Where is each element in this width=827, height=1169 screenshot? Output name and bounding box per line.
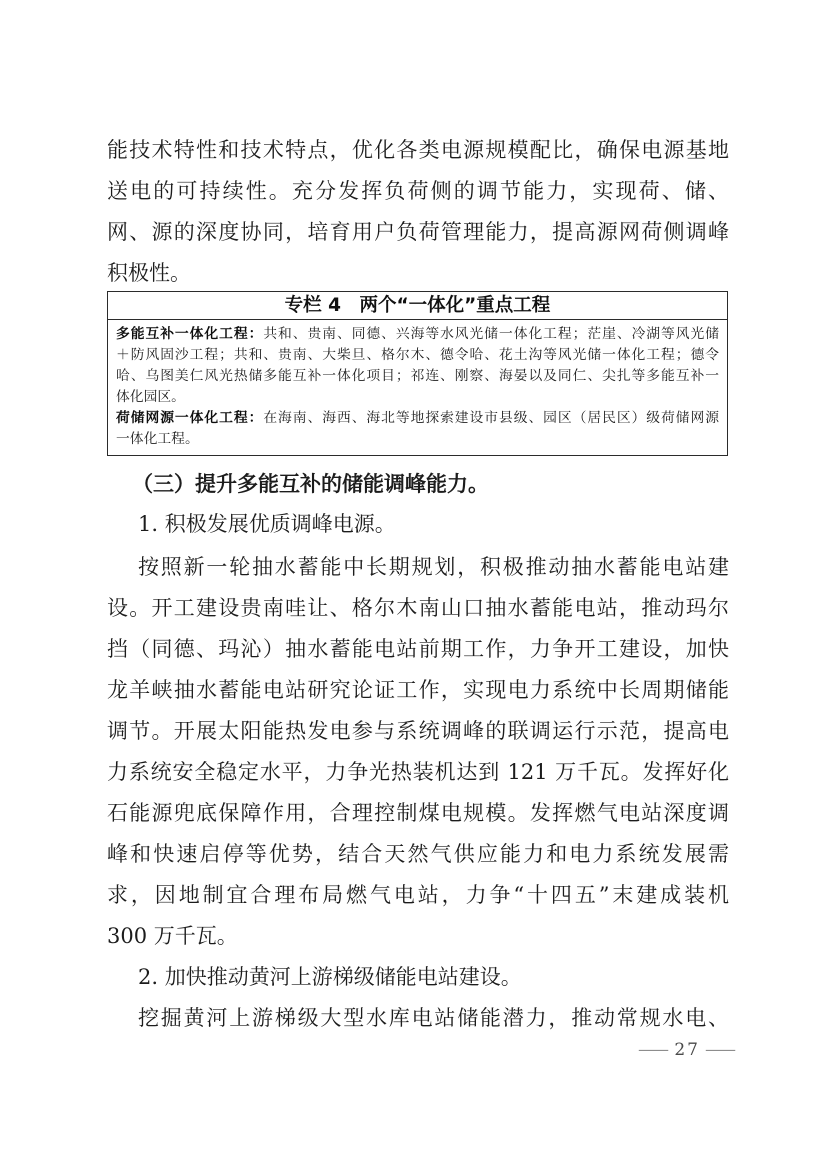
footer-dash-left: — <box>637 1040 671 1060</box>
text-line: 300 万千瓦。 <box>107 924 238 948</box>
box-text-line <box>116 408 719 429</box>
text-line: 峰和快速启停等优势，结合天然气供应能力和电力系统发展需 <box>107 842 729 866</box>
footer-dash-right: — <box>704 1040 737 1060</box>
box-text-line: 体化园区。 <box>116 389 185 405</box>
callout-box-column4 <box>107 291 728 456</box>
section-heading-3: （三）提升多能互补的储能调峰能力。 <box>132 471 489 496</box>
text-line: 挖掘黄河上游梯级大型水库电站储能潜力，推动常规水电、 <box>138 1006 729 1030</box>
paragraph-continuation <box>107 130 729 294</box>
text-line: 送电的可持续性。充分发挥负荷侧的调节能力，实现荷、储、 <box>107 179 729 203</box>
text-line: 调节。开展太阳能热发电参与系统调峰的联调运行示范，提高电 <box>107 719 729 743</box>
text-line: 挡（同德、玛沁）抽水蓄能电站前期工作，力争开工建设，加快 <box>107 637 729 661</box>
item-2-heading: 2. 加快推动黄河上游梯级储能电站建设。 <box>138 965 522 989</box>
box-text-line: ＋防风固沙工程；共和、贵南、大柴旦、格尔木、德令哈、花土沟等风光储一体化工程；德令 <box>116 347 719 363</box>
text-line: 按照新一轮抽水蓄能中长期规划，积极推动抽水蓄能电站建 <box>138 555 729 579</box>
text-line: 设。开工建设贵南哇让、格尔木南山口抽水蓄能电站，推动玛尔 <box>107 596 729 620</box>
paragraph-2 <box>107 547 729 957</box>
page-footer <box>107 1040 737 1060</box>
callout-box-body <box>108 320 727 455</box>
box-text-line: 一体化工程。 <box>116 431 199 447</box>
box-text-line <box>116 324 719 345</box>
callout-box-title: 专栏 4 两个“一体化”重点工程 <box>108 292 727 320</box>
item-1-heading: 1. 积极发展优质调峰电源。 <box>138 512 396 536</box>
box-item-label: 多能互补一体化工程： <box>116 326 264 342</box>
box-item-text: 共和、贵南、同德、兴海等水风光储一体化工程；茫崖、冷湖等风光储 <box>263 326 720 342</box>
text-line: 力系统安全稳定水平，力争光热装机达到 121 万千瓦。发挥好化 <box>107 760 729 784</box>
box-item-text: 在海南、海西、海北等地探索建设市县级、园区（居民区）级荷储网源 <box>263 410 720 426</box>
text-line: 龙羊峡抽水蓄能电站研究论证工作，实现电力系统中长周期储能 <box>107 678 729 702</box>
box-item-label: 荷储网源一体化工程： <box>116 410 264 426</box>
box-text-line: 哈、乌图美仁风光热储多能互补一体化项目；祁连、刚察、海晏以及同仁、尖扎等多能互补一 <box>116 368 719 384</box>
text-line: 求，因地制宜合理布局燃气电站，力争“十四五”末建成装机 <box>107 883 729 907</box>
text-line: 石能源兜底保障作用，合理控制煤电规模。发挥燃气电站深度调 <box>107 801 729 825</box>
text-line: 网、源的深度协同，培育用户负荷管理能力，提高源网荷侧调峰 <box>107 220 729 244</box>
text-line: 能技术特性和技术特点，优化各类电源规模配比，确保电源基地 <box>107 138 729 162</box>
text-line: 积极性。 <box>107 261 191 285</box>
paragraph-3 <box>107 998 729 1039</box>
page-number: 27 <box>674 1040 700 1060</box>
